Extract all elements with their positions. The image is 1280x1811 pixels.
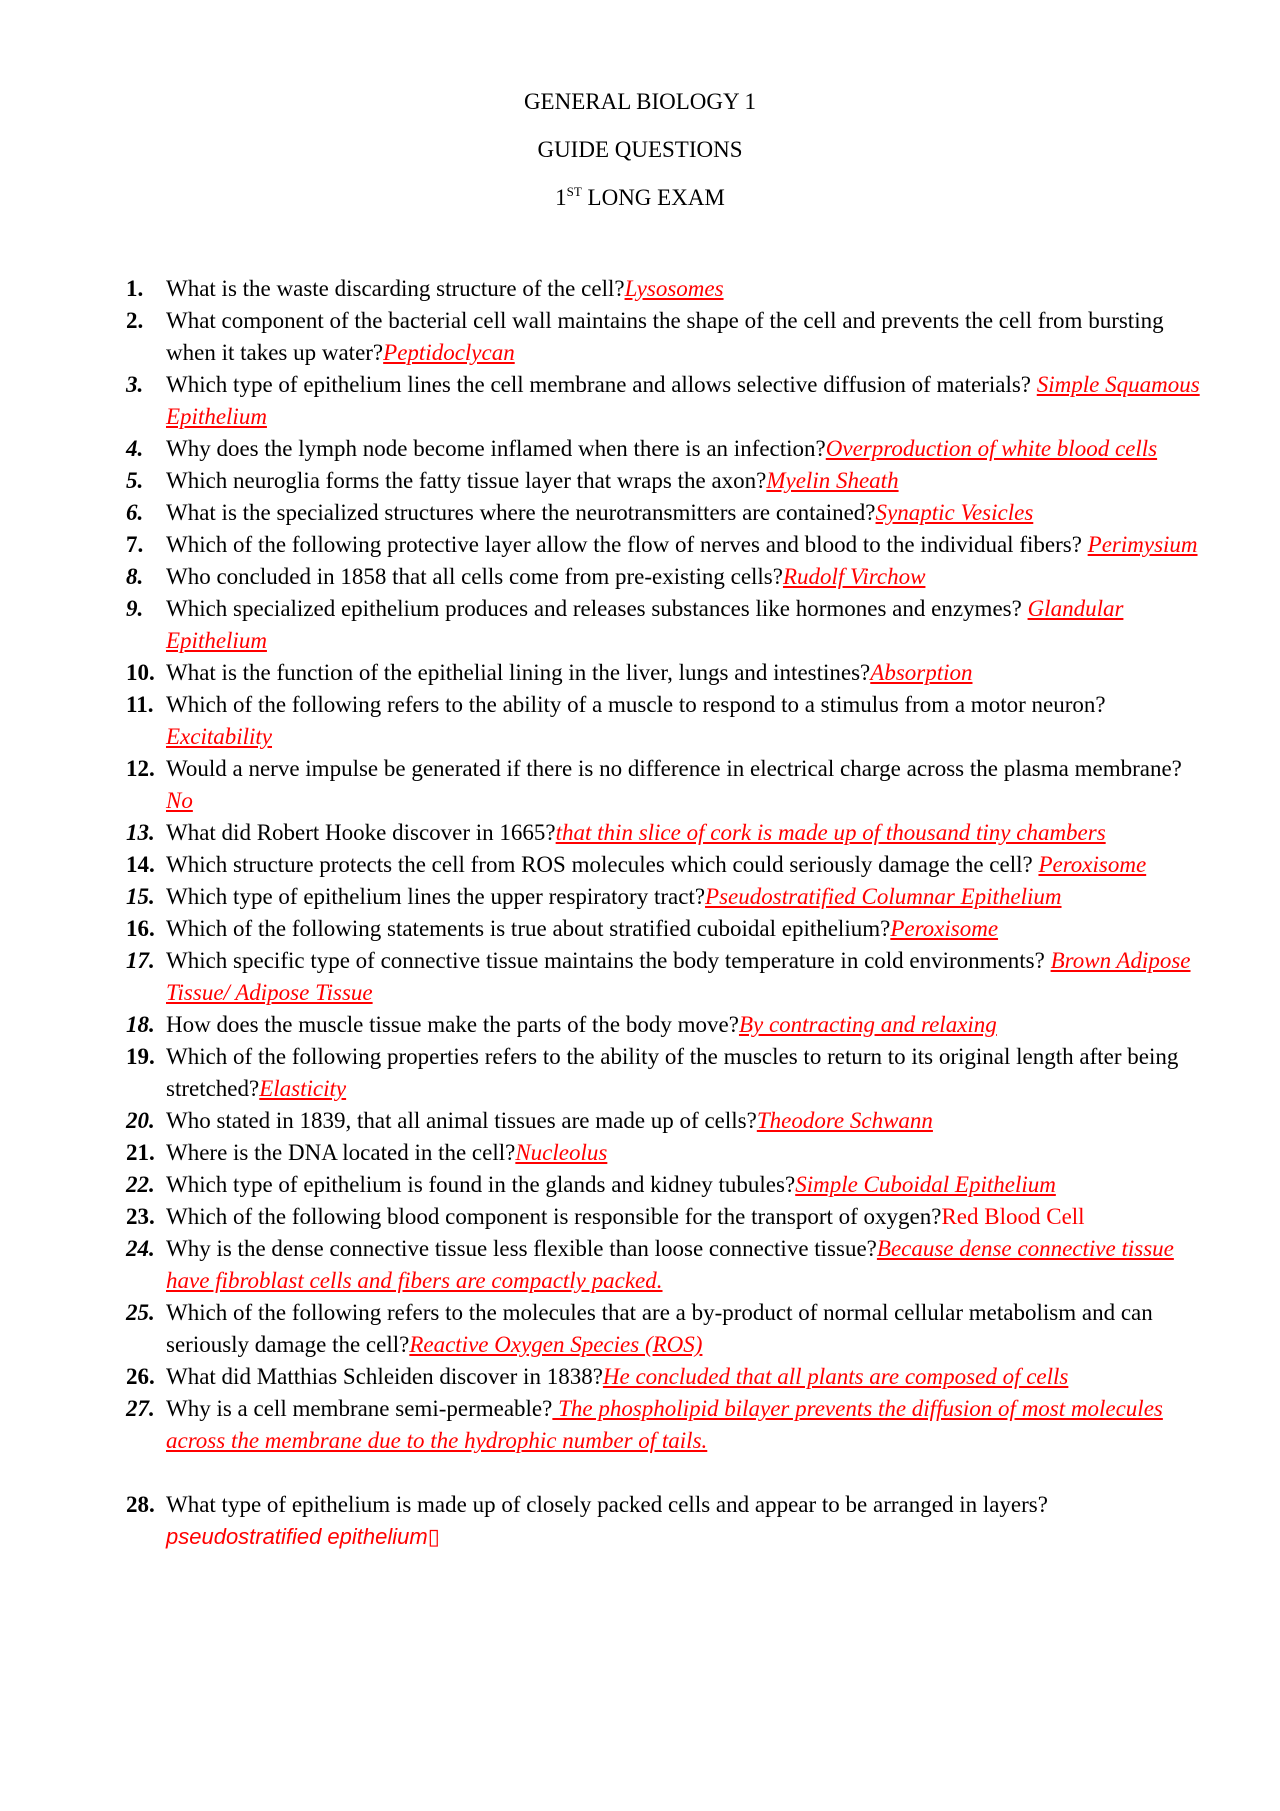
question-text: What type of epithelium is made up of closely packed cells and appear to be arranged in layers?	[166, 1492, 1048, 1517]
question-number: 6.	[126, 500, 144, 525]
exam-number: 1	[555, 185, 567, 210]
exam-heading	[0, 174, 1280, 222]
answer-text: Nucleolus	[515, 1140, 608, 1165]
question-number: 1.	[126, 276, 144, 301]
question-item	[126, 1169, 1206, 1201]
question-number: 21.	[126, 1140, 155, 1165]
question-text: Which structure protects the cell from ROS molecules which could seriously damage the cell?	[166, 852, 1039, 877]
question-item	[126, 945, 1206, 1009]
question-item	[126, 849, 1206, 881]
answer-text: No	[166, 788, 193, 813]
question-item	[126, 1105, 1206, 1137]
answer-text: Synaptic Vesicles	[875, 500, 1034, 525]
question-number: 16.	[126, 916, 155, 941]
question-item	[126, 433, 1206, 465]
question-text: Which of the following statements is true about stratified cuboidal epithelium?	[166, 916, 891, 941]
answer-text: Reactive Oxygen Species (ROS)	[409, 1332, 703, 1357]
question-item	[126, 1201, 1206, 1233]
exam-ordinal-suffix: ST	[566, 184, 582, 199]
question-number: 27.	[126, 1396, 155, 1421]
question-number: 14.	[126, 852, 155, 877]
answer-text: Myelin Sheath	[766, 468, 899, 493]
question-number: 17.	[126, 948, 155, 973]
question-number: 3.	[126, 372, 144, 397]
answer-text: Because dense connective tissue have fibroblast cells and fibers are compactly packed.	[166, 1236, 1174, 1293]
question-item	[126, 1041, 1206, 1105]
answer-text: Peroxisome	[890, 916, 999, 941]
question-item	[126, 273, 1206, 305]
question-item	[126, 657, 1206, 689]
question-text: Which of the following protective layer allow the flow of nerves and blood to the individual fibers?	[166, 532, 1088, 557]
question-number: 10.	[126, 660, 155, 685]
answer-text: The phospholipid bilayer prevents the diffusion of most molecules across the membrane due to the hydrophic number of tails.	[166, 1396, 1163, 1453]
question-text: What is the waste discarding structure of the cell?	[166, 276, 625, 301]
answer-text: Elasticity	[259, 1076, 347, 1101]
question-item	[126, 1009, 1206, 1041]
answer-text: that thin slice of cork is made up of thousand tiny chambers	[555, 820, 1106, 845]
question-text: Which type of epithelium lines the cell membrane and allows selective diffusion of materials?	[166, 372, 1037, 397]
question-number: 5.	[126, 468, 144, 493]
question-text: What component of the bacterial cell wall maintains the shape of the cell and prevents the cell from bursting when it takes up water?	[166, 308, 1164, 365]
question-text: What did Matthias Schleiden discover in 1838?	[166, 1364, 603, 1389]
answer-text: Simple Squamous Epithelium	[166, 372, 1200, 429]
question-number: 8.	[126, 564, 144, 589]
question-item	[126, 1361, 1206, 1393]
document-title: GENERAL BIOLOGY 1	[523, 89, 757, 114]
answer-text: Simple Cuboidal Epithelium	[795, 1172, 1056, 1197]
answer-text: Peptidoclycan	[383, 340, 515, 365]
answer-text: Overproduction of white blood cells	[825, 436, 1158, 461]
question-item	[126, 593, 1206, 657]
question-text: Which of the following properties refers to the ability of the muscles to return to its original length after being stretched?	[166, 1044, 1179, 1101]
question-number: 13.	[126, 820, 155, 845]
question-text: Why does the lymph node become inflamed when there is an infection?	[166, 436, 826, 461]
answer-text: He concluded that all plants are composed of cells	[602, 1364, 1069, 1389]
question-number: 11.	[126, 692, 154, 717]
answer-text: Glandular Epithelium	[166, 596, 1124, 653]
answer-text: Perimysium	[1087, 532, 1198, 557]
answer-text: Brown Adipose Tissue/ Adipose Tissue	[166, 948, 1191, 1005]
question-number: 9.	[126, 596, 144, 621]
question-item	[126, 753, 1206, 817]
question-text: How does the muscle tissue make the parts of the body move?	[166, 1012, 739, 1037]
question-item	[126, 529, 1206, 561]
answer-text: By contracting and relaxing	[738, 1012, 997, 1037]
answer-text: Absorption	[870, 660, 973, 685]
question-text: Where is the DNA located in the cell?	[166, 1140, 516, 1165]
question-item	[126, 1393, 1206, 1457]
question-number: 22.	[126, 1172, 155, 1197]
question-item	[126, 881, 1206, 913]
question-text: Which type of epithelium lines the upper respiratory tract?	[166, 884, 706, 909]
question-item	[126, 369, 1206, 433]
question-item	[126, 1233, 1206, 1297]
question-item	[126, 913, 1206, 945]
question-number: 18.	[126, 1012, 155, 1037]
answer-text: pseudostratified epithelium▯	[166, 1524, 440, 1549]
question-item	[126, 1489, 1206, 1553]
question-item	[126, 497, 1206, 529]
question-text: Would a nerve impulse be generated if there is no difference in electrical charge across the plasma membrane?	[166, 756, 1182, 781]
question-item	[126, 1137, 1206, 1169]
question-number: 19.	[126, 1044, 155, 1069]
question-text: Which specialized epithelium produces and releases substances like hormones and enzymes?	[166, 596, 1028, 621]
question-text: Which of the following refers to the ability of a muscle to respond to a stimulus from a motor neuron?	[166, 692, 1106, 717]
question-number: 24.	[126, 1236, 155, 1261]
question-number: 2.	[126, 308, 144, 333]
question-text: Which specific type of connective tissue maintains the body temperature in cold environments?	[166, 948, 1051, 973]
answer-text: Red Blood Cell	[941, 1204, 1085, 1229]
question-number: 23.	[126, 1204, 155, 1229]
question-item	[126, 689, 1206, 753]
question-number: 7.	[126, 532, 144, 557]
answer-text: Excitability	[166, 724, 273, 749]
question-text: Why is a cell membrane semi-permeable?	[166, 1396, 553, 1421]
question-list	[126, 273, 1206, 1553]
question-number: 12.	[126, 756, 155, 781]
question-text: Who stated in 1839, that all animal tissues are made up of cells?	[166, 1108, 757, 1133]
question-number: 28.	[126, 1492, 155, 1517]
document-subtitle: GUIDE QUESTIONS	[537, 137, 743, 162]
question-text: Who concluded in 1858 that all cells come from pre-existing cells?	[166, 564, 783, 589]
question-item	[126, 465, 1206, 497]
question-number: 15.	[126, 884, 155, 909]
question-item	[126, 305, 1206, 369]
question-text: Which of the following refers to the molecules that are a by-product of normal cellular metabolism and can seriously damage the cell?	[166, 1300, 1153, 1357]
question-text: What is the specialized structures where the neurotransmitters are contained?	[166, 500, 876, 525]
question-text: What did Robert Hooke discover in 1665?	[166, 820, 556, 845]
answer-text: Peroxisome	[1038, 852, 1147, 877]
question-text: What is the function of the epithelial lining in the liver, lungs and intestines?	[166, 660, 871, 685]
question-text: Which neuroglia forms the fatty tissue layer that wraps the axon?	[166, 468, 767, 493]
document-header	[0, 78, 1280, 222]
exam-label: LONG EXAM	[587, 185, 725, 210]
question-text: Which type of epithelium is found in the glands and kidney tubules?	[166, 1172, 796, 1197]
question-item	[126, 1297, 1206, 1361]
question-text: Which of the following blood component is responsible for the transport of oxygen?	[166, 1204, 942, 1229]
question-number: 26.	[126, 1364, 155, 1389]
question-number: 20.	[126, 1108, 155, 1133]
answer-text: Lysosomes	[624, 276, 724, 301]
answer-text: Theodore Schwann	[756, 1108, 933, 1133]
answer-text: Rudolf Virchow	[782, 564, 926, 589]
question-number: 4.	[126, 436, 144, 461]
question-item	[126, 817, 1206, 849]
question-number: 25.	[126, 1300, 155, 1325]
question-item	[126, 561, 1206, 593]
question-text: Why is the dense connective tissue less flexible than loose connective tissue?	[166, 1236, 877, 1261]
answer-text: Pseudostratified Columnar Epithelium	[705, 884, 1062, 909]
